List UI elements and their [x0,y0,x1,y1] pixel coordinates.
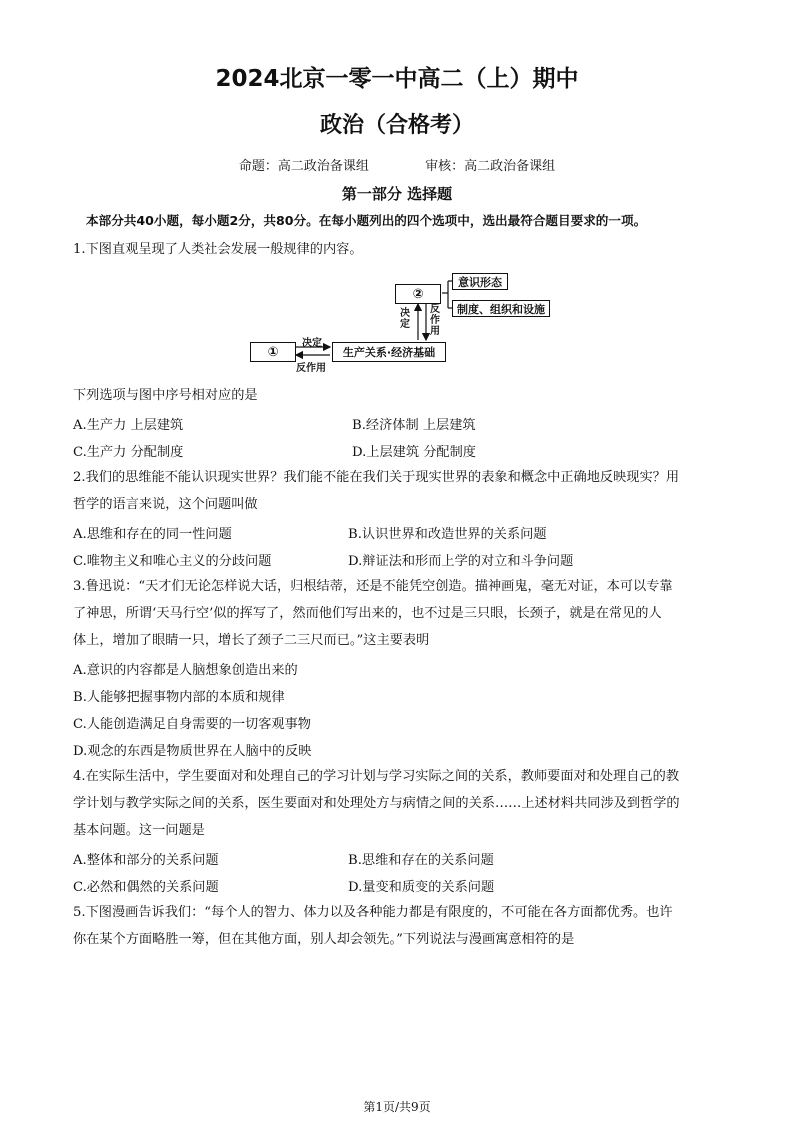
q1-prompt: 下列选项与图中序号相对应的是 [73,388,258,403]
label-decide-vertical: 决定 [400,308,410,330]
exam-title: 2024北京一零一中高二（上）期中 [215,66,579,92]
author-line: 命题：高二政治备课组 [238,159,369,174]
q3-option-b: B.人能够把握事物内部的本质和规律 [73,690,285,705]
q2-option-a: A.思维和存在的同一性问题 [73,527,232,542]
q5-stem-line2: 你在某个方面略胜一筹，但在其他方面，别人却会领先。”下列说法与漫画寓意相符的是 [73,932,575,947]
diagram-box-ideology: 意识形态 [452,273,508,290]
label-react-horizontal: 反作用 [296,363,326,374]
q1-diagram [250,276,560,376]
q4-stem-line1: 4.在实际生活中，学生要面对和处理自己的学习计划与学习实际之间的关系，教师要面对和处理自己的教 [73,769,680,784]
exam-subtitle: 政治（合格考） [319,113,474,138]
diagram-box-system: 制度、组织和设施 [452,300,550,317]
q2-stem-line2: 哲学的语言来说，这个问题叫做 [73,497,258,512]
q1-option-d: D.上层建筑 分配制度 [352,445,476,460]
reviewer-line: 审核：高二政治备课组 [425,159,556,174]
q3-stem-line2: 了神思，所谓‘天马行空’似的挥写了，然而他们写出来的，也不过是三只眼，长颈子，就是在常见的人 [73,606,662,621]
label-decide-horizontal: 决定 [302,338,322,349]
q4-option-a: A.整体和部分的关系问题 [73,853,219,868]
label-react-vertical: 反作用 [430,304,440,337]
q4-stem-line3: 基本问题。这一问题是 [73,823,205,838]
q4-option-b: B.思维和存在的关系问题 [348,853,494,868]
q3-stem-line1: 3.鲁迅说：“天才们无论怎样说大话，归根结蒂，还是不能凭空创造。描神画鬼，毫无对证，本可以专靠 [73,579,673,594]
q1-stem: 1.下图直观呈现了人类社会发展一般规律的内容。 [73,242,363,257]
q4-stem-line2: 学计划与教学实际之间的关系，医生要面对和处理处方与病情之间的关系……上述材料共同涉及到哲学的 [73,796,680,811]
q3-option-a: A.意识的内容都是人脑想象创造出来的 [73,663,298,678]
q1-option-c: C.生产力 分配制度 [73,445,184,460]
diagram-box-base: 生产关系·经济基础 [332,342,446,362]
section-heading: 第一部分 选择题 [341,185,453,203]
q1-option-b: B.经济体制 上层建筑 [352,418,476,433]
exam-meta [0,155,794,174]
q2-option-b: B.认识世界和改造世界的关系问题 [348,527,547,542]
diagram-box-1: ① [250,342,296,362]
q4-option-d: D.量变和质变的关系问题 [348,880,495,895]
diagram-box-2: ② [395,284,441,304]
q4-option-c: C.必然和偶然的关系问题 [73,880,219,895]
q5-stem-line1: 5.下图漫画告诉我们：“每个人的智力、体力以及各种能力都是有限度的，不可能在各方面都优秀。也许 [73,905,673,920]
q2-stem-line1: 2.我们的思维能不能认识现实世界？我们能不能在我们关于现实世界的表象和概念中正确地反映现实？用 [73,470,680,485]
q3-option-d: D.观念的东西是物质世界在人脑中的反映 [73,744,312,759]
q3-option-c: C.人能创造满足自身需要的一切客观事物 [73,717,311,732]
page-number: 第1页/共9页 [363,1100,431,1114]
q2-option-d: D.辩证法和形而上学的对立和斗争问题 [348,554,574,569]
q2-option-c: C.唯物主义和唯心主义的分歧问题 [73,554,272,569]
q1-option-a: A.生产力 上层建筑 [73,418,184,433]
instructions: 本部分共40小题，每小题2分，共80分。在每小题列出的四个选项中，选出最符合题目要求的一项。 [86,213,647,228]
q3-stem-line3: 体上，增加了眼睛一只，增长了颈子二三尺而已。”这主要表明 [73,633,430,648]
